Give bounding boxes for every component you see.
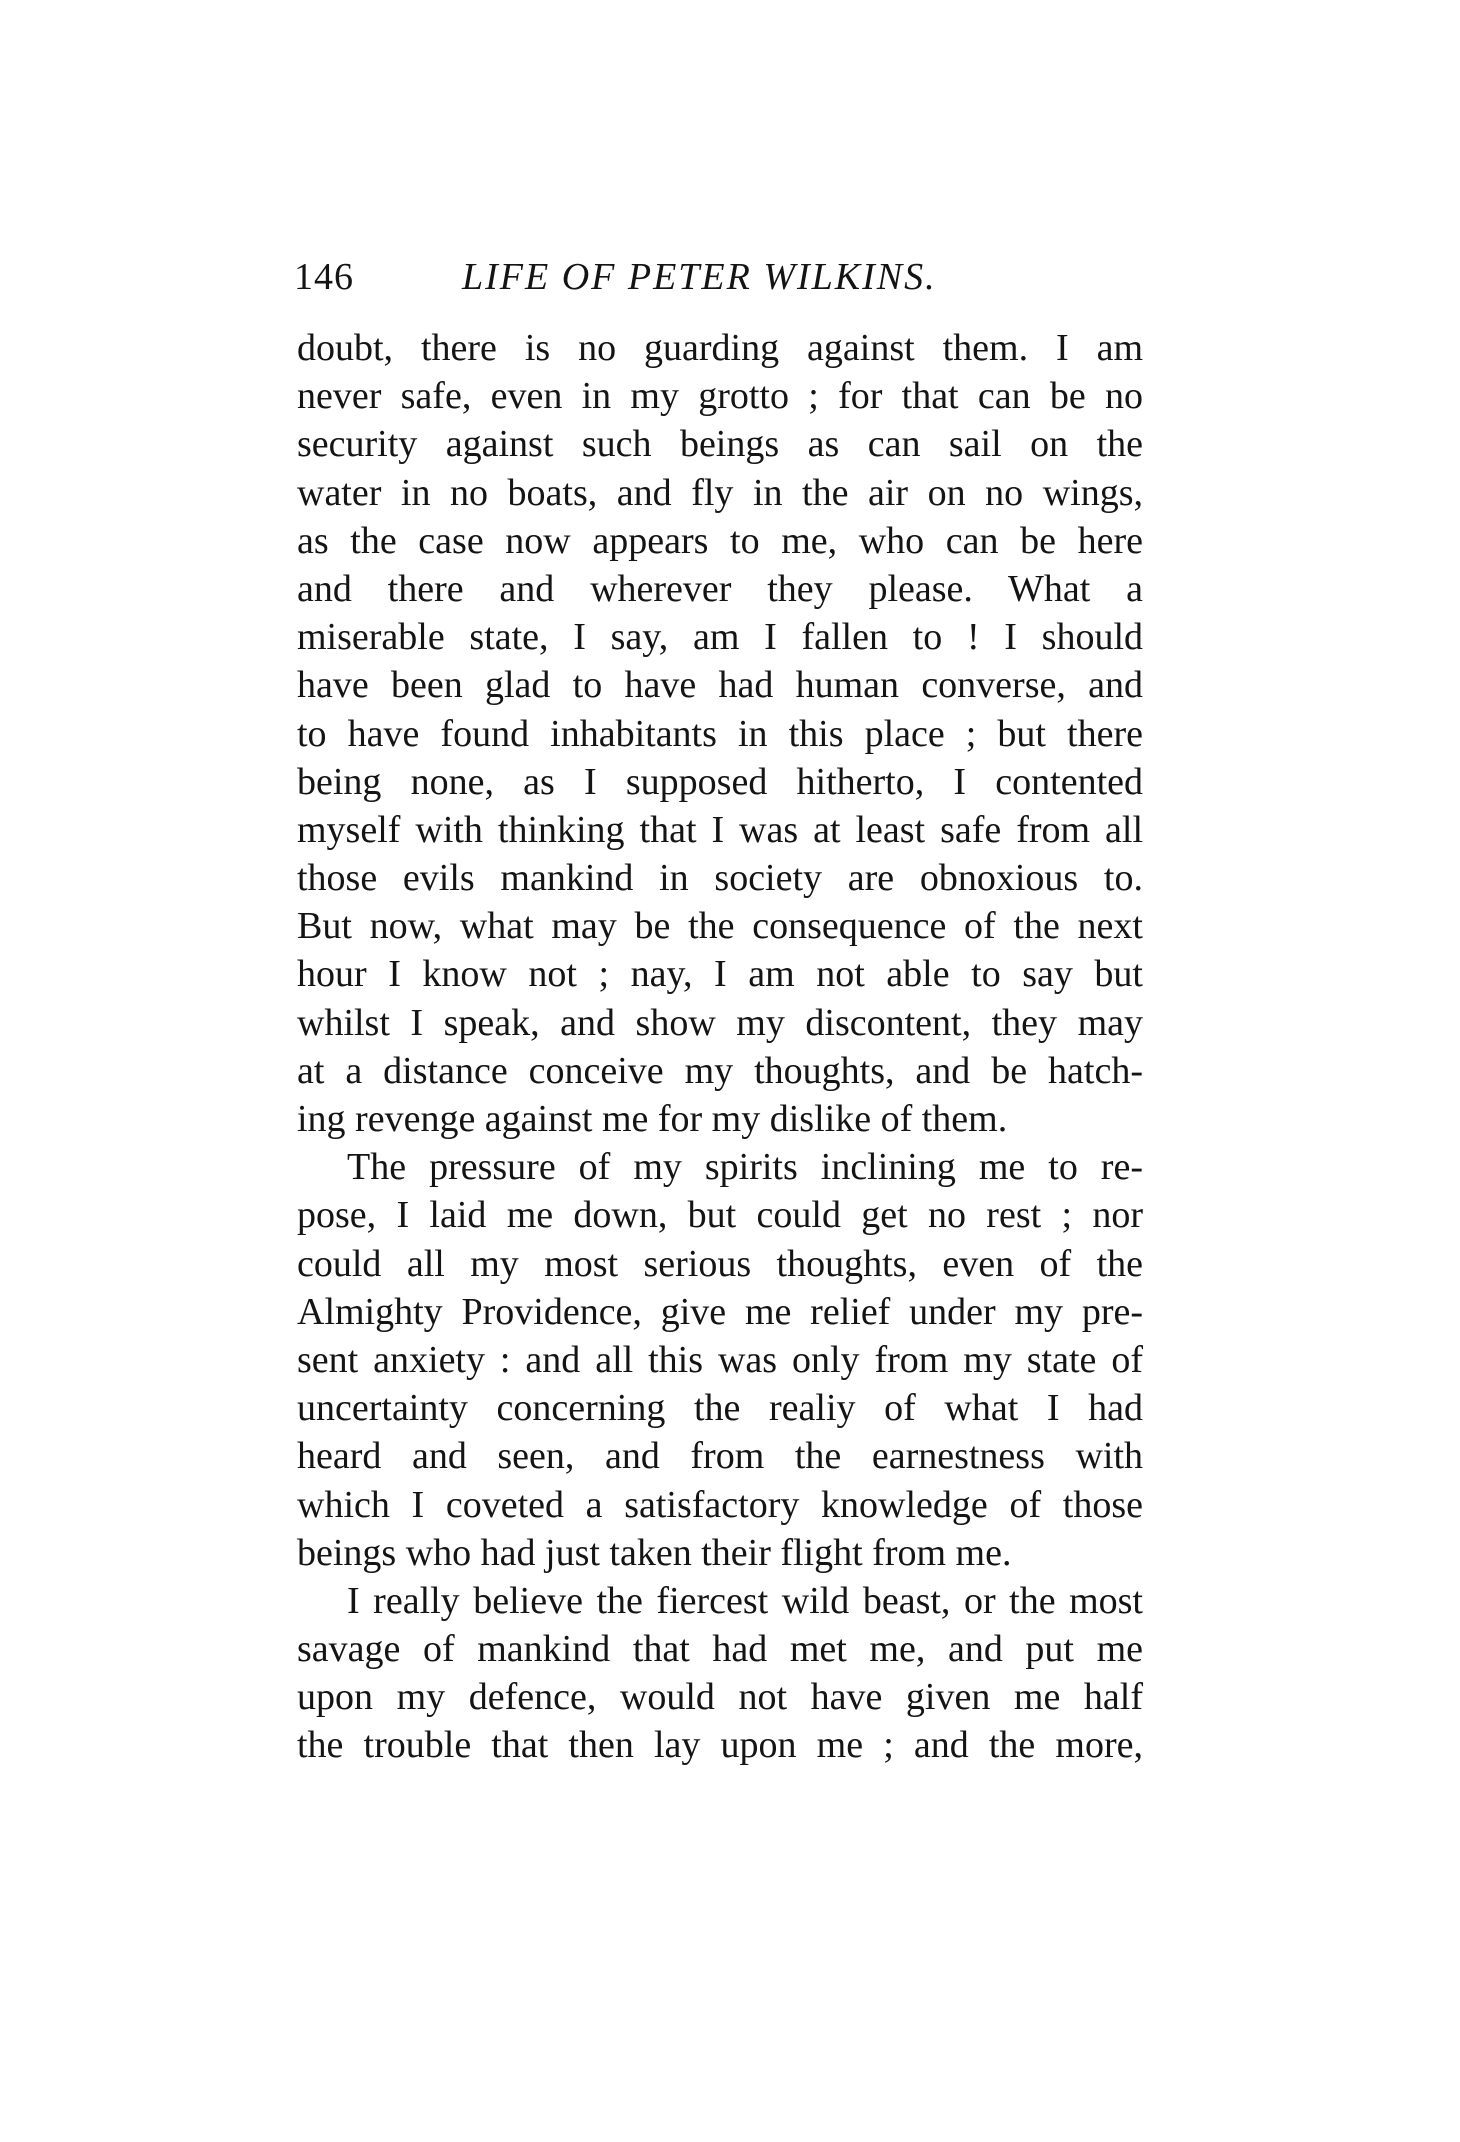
text-line: security against such beings as can sail on the [297, 423, 1143, 466]
text-line: doubt, there is no guarding against them. I am [297, 327, 1143, 369]
text-line: hour I know not ; nay, I am not able to say but [297, 953, 1143, 996]
text-line: being none, as I supposed hitherto, I contented [297, 760, 1143, 803]
text-line: savage of mankind that had met me, and put me [297, 1628, 1143, 1671]
text-line: miserable state, I say, am I fallen to ! I should [297, 616, 1143, 659]
page-number: 146 [294, 256, 354, 298]
text-line: to have found inhabitants in this place ; but there [297, 712, 1143, 755]
text-line: heard and seen, and from the earnestness with [297, 1435, 1143, 1478]
text-line: But now, what may be the consequence of the next [297, 905, 1143, 948]
text-line: those evils mankind in society are obnoxious to. [297, 857, 1143, 900]
text-line: I really believe the fiercest wild beast, or the most [347, 1579, 1143, 1622]
running-head [294, 252, 1144, 302]
text-line: beings who had just taken their flight from me. [297, 1531, 1012, 1574]
text-line: myself with thinking that I was at least safe from all [297, 808, 1143, 851]
running-title: LIFE OF PETER WILKINS. [462, 256, 937, 298]
text-line: The pressure of my spirits inclining me to re- [347, 1146, 1143, 1189]
text-line: have been glad to have had human converse, and [297, 664, 1143, 707]
text-line: Almighty Providence, give me relief under my pre- [297, 1290, 1143, 1333]
text-line: uncertainty concerning the realiy of what I had [297, 1387, 1143, 1430]
text-line: at a distance conceive my thoughts, and be hatch- [297, 1049, 1143, 1092]
text-line: could all my most serious thoughts, even of the [297, 1242, 1143, 1285]
body-text [297, 324, 1143, 1770]
text-line: water in no boats, and fly in the air on no wings, [297, 471, 1143, 514]
text-line: sent anxiety : and all this was only from my state of [297, 1338, 1143, 1381]
text-line: ing revenge against me for my dislike of them. [297, 1098, 1008, 1140]
text-line: whilst I speak, and show my discontent, they may [297, 1001, 1143, 1044]
text-line: which I coveted a satisfactory knowledge of those [297, 1483, 1143, 1526]
text-line: never safe, even in my grotto ; for that can be no [297, 375, 1143, 418]
text-line: the trouble that then lay upon me ; and the more, [297, 1724, 1143, 1767]
text-line: upon my defence, would not have given me half [297, 1676, 1143, 1719]
text-line: and there and wherever they please. What a [297, 567, 1143, 610]
text-line: pose, I laid me down, but could get no rest ; nor [297, 1194, 1143, 1237]
text-line: as the case now appears to me, who can be here [297, 519, 1143, 562]
